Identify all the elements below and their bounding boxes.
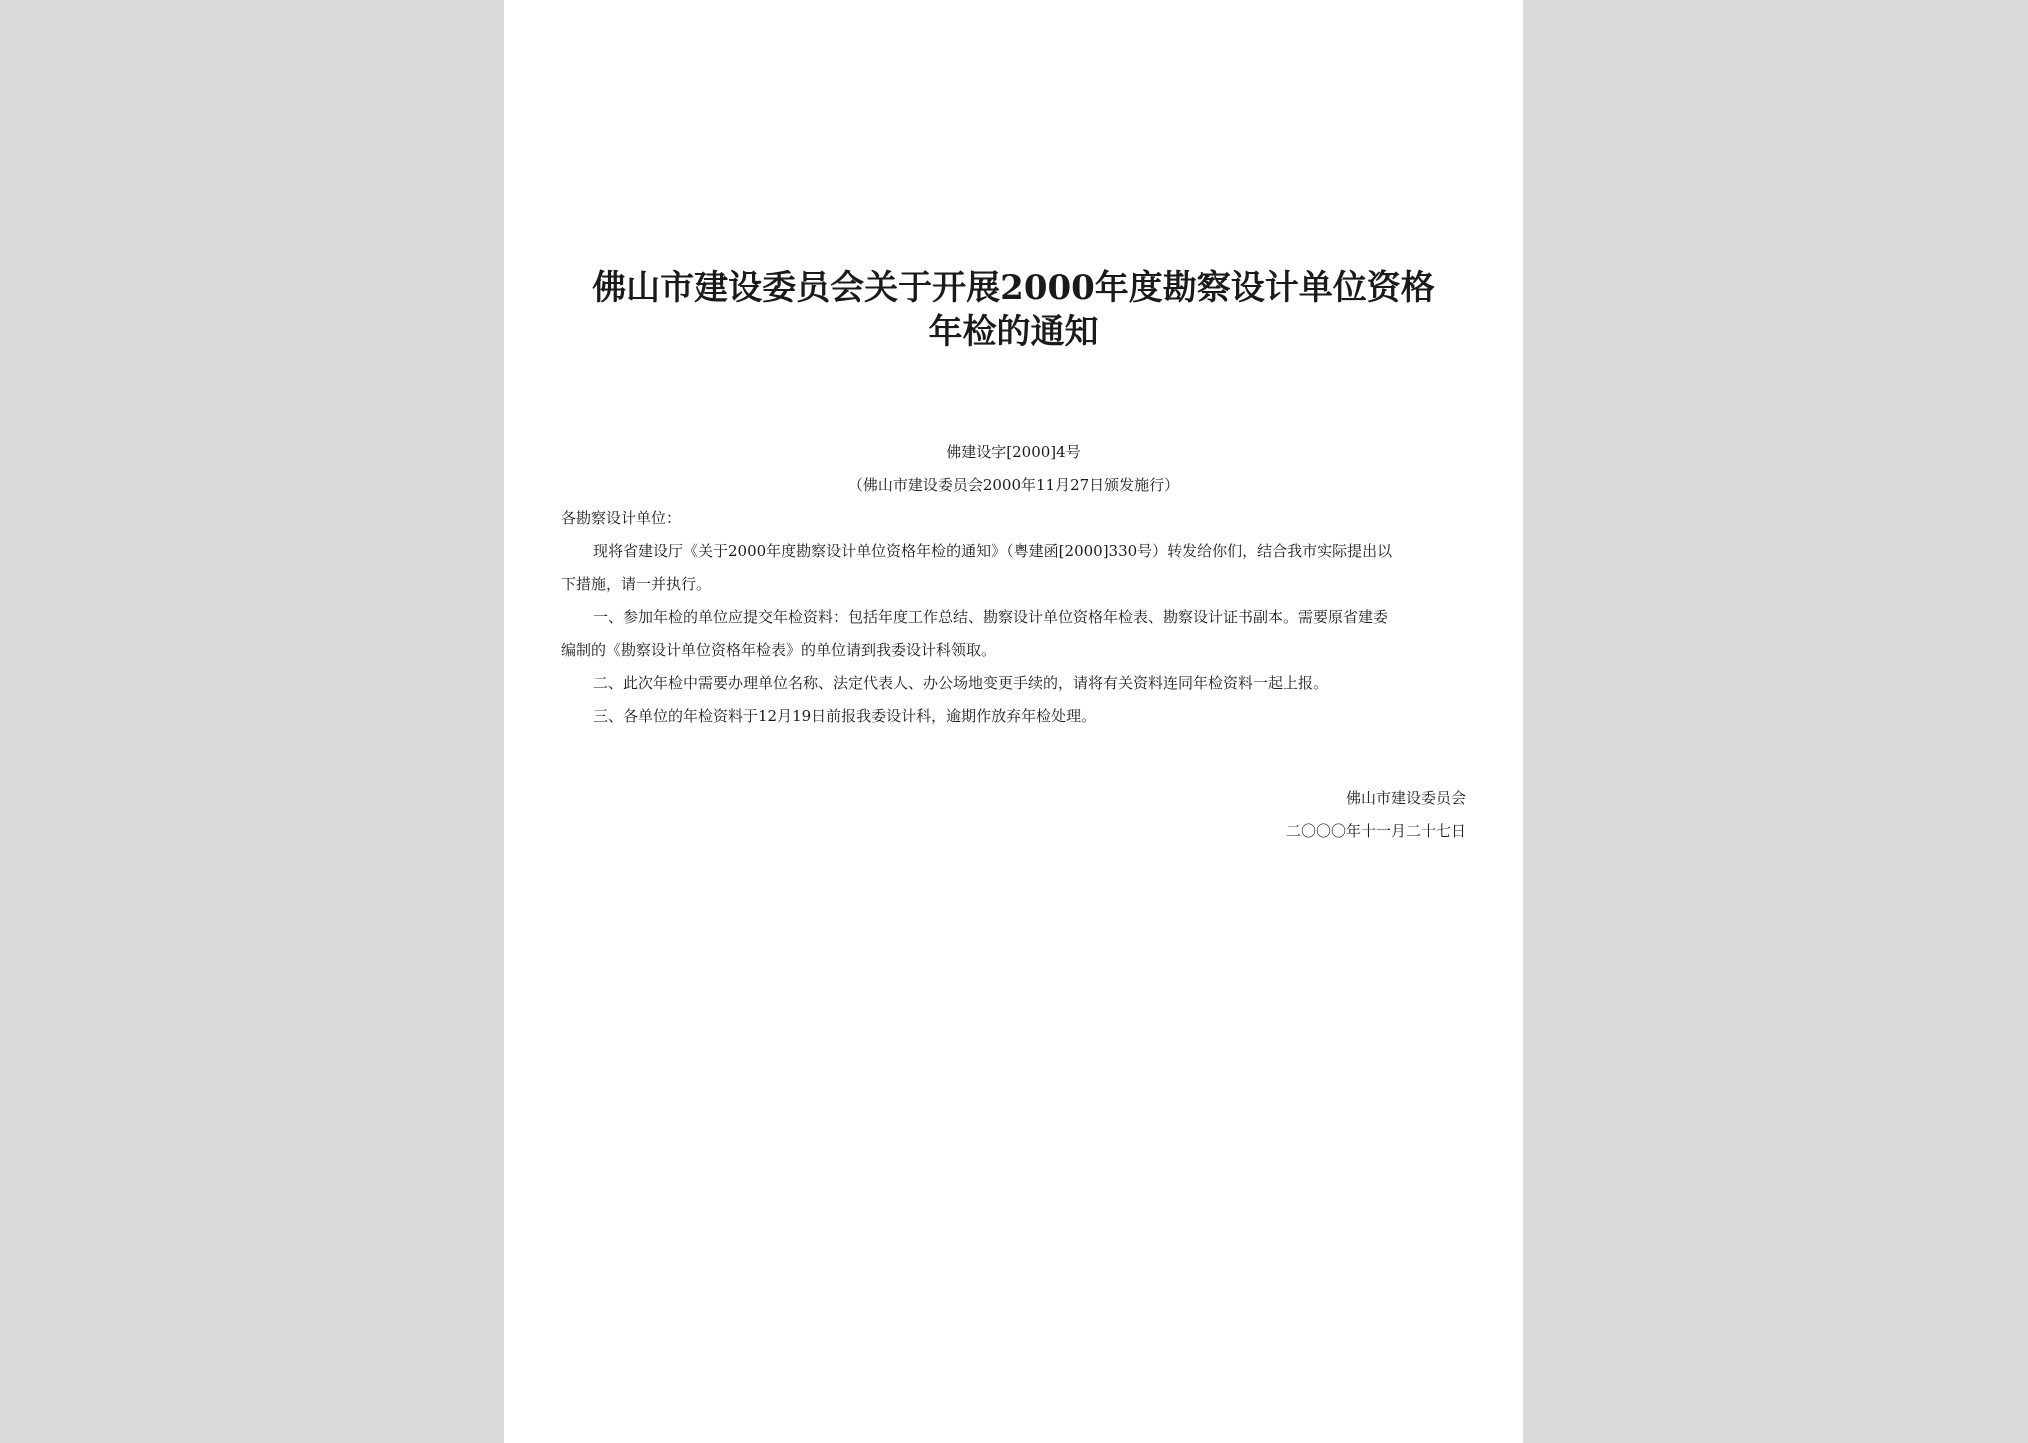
signature: 佛山市建设委员会 [1345, 789, 1466, 807]
issue-note: （佛山市建设委员会2000年11月27日颁发施行） [847, 476, 1180, 494]
document-page [504, 0, 1523, 1443]
paragraph-line: 现将省建设厅《关于2000年度勘察设计单位资格年检的通知》（粤建函[2000]330号）转发给你们，结合我市实际提出以 [593, 542, 1393, 560]
document-number: 佛建设字[2000]4号 [946, 443, 1081, 461]
paragraph-line: 编制的《勘察设计单位资格年检表》的单位请到我委设计科领取。 [561, 641, 997, 659]
paragraph-line: 一、参加年检的单位应提交年检资料：包括年度工作总结、勘察设计单位资格年检表、勘察设计证书副本。需要原省建委 [593, 608, 1389, 626]
document-title-line-2: 年检的通知 [928, 312, 1099, 352]
paragraph-line: 二、此次年检中需要办理单位名称、法定代表人、办公场地变更手续的，请将有关资料连同年检资料一起上报。 [593, 674, 1329, 692]
paragraph-line: 三、各单位的年检资料于12月19日前报我委设计科，逾期作放弃年检处理。 [593, 707, 1097, 725]
signing-date: 二〇〇〇年十一月二十七日 [1285, 822, 1466, 840]
salutation: 各勘察设计单位： [561, 509, 682, 527]
document-title-line-1: 佛山市建设委员会关于开展2000年度勘察设计单位资格 [592, 268, 1435, 308]
paragraph-line: 下措施，请一并执行。 [561, 575, 712, 593]
